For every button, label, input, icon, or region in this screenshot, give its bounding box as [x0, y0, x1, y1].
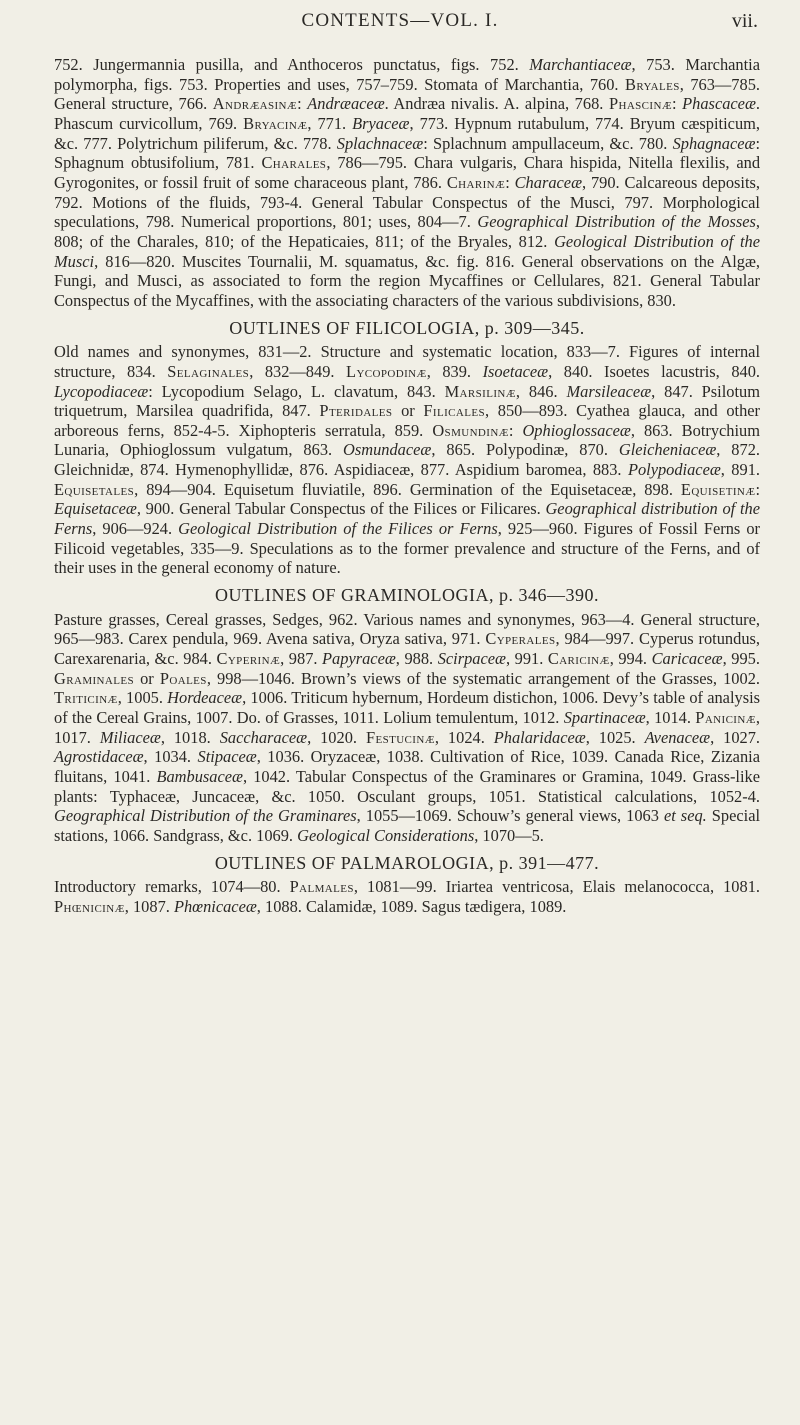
running-head-title: CONTENTS—VOL. I.	[301, 10, 499, 31]
section-heading-graminologia: OUTLINES OF GRAMINOLOGIA, p. 346—390.	[215, 585, 599, 606]
running-head	[0, 10, 800, 44]
contents-body	[54, 55, 760, 917]
contents-paragraph-graminologia: Pasture grasses, Cereal grasses, Sedges, 962. Various names and synonymes, 963—4. General structure, 965—983. Carex pendula, 969. Avena sativa, Oryza sativa, 971. Cyperales, 984—997. Cyperus rotundus, Carexarenaria, &c. 984. Cyperinæ, 987. Papyraceæ, 988. Scirpaceæ, 991. Caricinæ, 994. Caricaceæ, 995. Graminales or Poales, 998—1046. Brown’s views of the systematic arrangement of the Grasses, 1002. Triticinæ, 1005. Hordeaceæ, 1006. Triticum hybernum, Hordeum distichon, 1006. Devy’s table of analysis of the Cereal Grains, 1007. Do. of Grasses, 1011. Lolium temulentum, 1012. Spartinaceæ, 1014. Panicinæ, 1017. Miliaceæ, 1018. Saccharaceæ, 1020. Festucinæ, 1024. Phalaridaceæ, 1025. Avenaceæ, 1027. Agrostidaceæ, 1034. Stipaceæ, 1036. Oryzaceæ, 1038. Cultivation of Rice, 1039. Canada Rice, Zizania fluitans, 1041. Bambusaceæ, 1042. Tabular Conspectus of the Graminares or Gramina, 1049. Grass-like plants: Typhaceæ, Juncaceæ, &c. 1050. Osculant groups, 1051. Statistical calculations, 1052-4. Geographical Distribution of the Graminares, 1055—1069. Schouw’s general views, 1063 et seq. Special stations, 1066. Sandgrass, &c. 1069. Geological Considerations, 1070—5.	[54, 609, 761, 845]
contents-paragraph-filicologia: Old names and synonymes, 831—2. Structure and systematic location, 833—7. Figures of internal structure, 834. Selaginales, 832—849. Lycopodinæ, 839. Isoetaceæ, 840. Isoetes lacustris, 840. Lycopodiaceæ: Lycopodium Selago, L. clavatum, 843. Marsilinæ, 846. Marsileaceæ, 847. Psilotum triquetrum, Marsilea quadrifida, 847. Pteridales or Filicales, 850—893. Cyathea glauca, and other arboreous ferns, 852-4-5. Xiphopteris serratula, 859. Osmundinæ: Ophioglossaceæ, 863. Botrychium Lunaria, Ophioglossum vulgatum, 863. Osmundaceæ, 865. Polypodinæ, 870. Gleicheniaceæ, 872. Gleichnidæ, 874. Hymenophyllidæ, 876. Aspidiaceæ, 877. Aspidium baromea, 883. Polypodiaceæ, 891. Equisetales, 894—904. Equisetum fluviatile, 896. Germination of the Equisetaceæ, 898. Equisetinæ: Equisetaceæ, 900. General Tabular Conspectus of the Filices or Filicares. Geographical distribution of the Ferns, 906—924. Geological Distribution of the Filices or Ferns, 925—960. Figures of Fossil Ferns or Filicoid vegetables, 335—9. Speculations as to the former prevalence and structure of the Ferns, and of their uses in the general economy of nature.	[54, 342, 761, 578]
page-number: vii.	[731, 10, 758, 32]
contents-paragraph-palmarologia: Introductory remarks, 1074—80. Palmales, 1081—99. Iriartea ventricosa, Elais melanococca, 1081. Phœnicinæ, 1087. Phœnicaceæ, 1088. Calamidæ, 1089. Sagus tædigera, 1089.	[54, 877, 760, 916]
section-heading-palmarologia: OUTLINES OF PALMAROLOGIA, p. 391—477.	[214, 852, 600, 873]
contents-paragraph-bryology: 752. Jungermannia pusilla, and Anthoceros punctatus, figs. 752. Marchantiaceæ, 753. Marchantia polymorpha, figs. 753. Properties and uses, 757–759. Stomata of Marchantia, 760. Bryales, 763—785. General structure, 766. Andræasinæ: Andræaceæ. Andræa nivalis. A. alpina, 768. Phascinæ: Phascaceæ. Phascum curvicollum, 769. Bryacinæ, 771. Bryaceæ, 773. Hypnum rutabulum, 774. Bryum cæspiticum, &c. 777. Polytrichum piliferum, &c. 778. Splachnaceæ: Splachnum ampullaceum, &c. 780. Sphagnaceæ: Sphagnum obtusifolium, 781. Charales, 786—795. Chara vulgaris, Chara hispida, Nitella flexilis, and Gyrogonites, or fossil fruit of some characeous plant, 786. Charinæ: Characeæ, 790. Calcareous deposits, 792. Motions of the fluids, 793-4. General Tabular Conspectus of the Musci, 797. Morphological speculations, 798. Numerical proportions, 801; uses, 804—7. Geographical Distribution of the Mosses, 808; of the Charales, 810; of the Hepaticaies, 811; of the Bryales, 812. Geological Distribution of the Musci, 816—820. Muscites Tournalii, M. squamatus, &c. fig. 816. General observations on the Algæ, Fungi, and Musci, as associated to form the region Mycaffines or Cellulares, 821. General Tabular Conspectus of the Mycaffines, with the associating characters of the various subdivisions, 830.	[54, 55, 761, 310]
section-heading-filicologia: OUTLINES OF FILICOLOGIA, p. 309—345.	[229, 317, 585, 338]
